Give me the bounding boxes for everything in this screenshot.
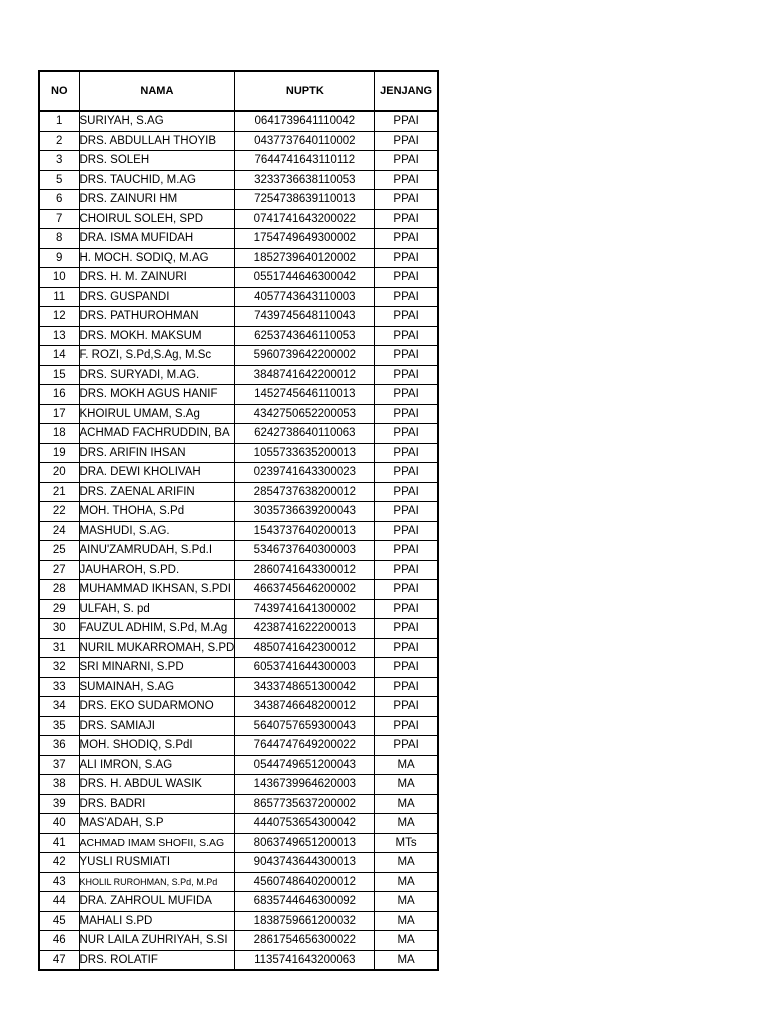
cell-nuptk: 4560748640200012 bbox=[235, 872, 375, 892]
cell-nuptk: 0544749651200043 bbox=[235, 755, 375, 775]
cell-no: 34 bbox=[39, 697, 79, 717]
cell-nama: ACHMAD FACHRUDDIN, BA bbox=[79, 424, 235, 444]
table-row bbox=[39, 950, 438, 970]
cell-jenjang: PPAI bbox=[375, 346, 438, 366]
cell-no: 46 bbox=[39, 931, 79, 951]
cell-jenjang: PPAI bbox=[375, 268, 438, 288]
cell-nuptk: 4663745646200002 bbox=[235, 580, 375, 600]
cell-nuptk: 1135741643200063 bbox=[235, 950, 375, 970]
cell-no: 11 bbox=[39, 287, 79, 307]
cell-jenjang: MTs bbox=[375, 833, 438, 853]
table-row bbox=[39, 385, 438, 405]
cell-nuptk: 0239741643300023 bbox=[235, 463, 375, 483]
cell-no: 41 bbox=[39, 833, 79, 853]
cell-jenjang: PPAI bbox=[375, 307, 438, 327]
table-row bbox=[39, 755, 438, 775]
cell-nama: JAUHAROH, S.PD. bbox=[79, 560, 235, 580]
cell-nuptk: 2854737638200012 bbox=[235, 482, 375, 502]
cell-nama: ALI IMRON, S.AG bbox=[79, 755, 235, 775]
cell-no: 15 bbox=[39, 365, 79, 385]
cell-nama: DRS. EKO SUDARMONO bbox=[79, 697, 235, 717]
cell-nuptk: 3438746648200012 bbox=[235, 697, 375, 717]
cell-jenjang: MA bbox=[375, 872, 438, 892]
cell-no: 20 bbox=[39, 463, 79, 483]
cell-jenjang: MA bbox=[375, 775, 438, 795]
cell-no: 30 bbox=[39, 619, 79, 639]
cell-nuptk: 3233736638110053 bbox=[235, 170, 375, 190]
cell-no: 3 bbox=[39, 151, 79, 171]
cell-no: 5 bbox=[39, 170, 79, 190]
cell-jenjang: PPAI bbox=[375, 131, 438, 151]
cell-nama: MAS'ADAH, S.P bbox=[79, 814, 235, 834]
cell-nama: DRS. ZAENAL ARIFIN bbox=[79, 482, 235, 502]
cell-no: 21 bbox=[39, 482, 79, 502]
cell-nuptk: 6242738640110063 bbox=[235, 424, 375, 444]
cell-nama: MAHALI S.PD bbox=[79, 911, 235, 931]
cell-nuptk: 1436739964620003 bbox=[235, 775, 375, 795]
cell-nuptk: 1754749649300002 bbox=[235, 229, 375, 249]
cell-no: 40 bbox=[39, 814, 79, 834]
header-no: NO bbox=[39, 71, 79, 111]
cell-jenjang: PPAI bbox=[375, 658, 438, 678]
cell-no: 44 bbox=[39, 892, 79, 912]
cell-jenjang: PPAI bbox=[375, 521, 438, 541]
table-row bbox=[39, 229, 438, 249]
table-row bbox=[39, 677, 438, 697]
table-row bbox=[39, 794, 438, 814]
cell-nama: DRA. ZAHROUL MUFIDA bbox=[79, 892, 235, 912]
table-row bbox=[39, 170, 438, 190]
cell-nama: AINU'ZAMRUDAH, S.Pd.I bbox=[79, 541, 235, 561]
cell-jenjang: PPAI bbox=[375, 599, 438, 619]
cell-no: 7 bbox=[39, 209, 79, 229]
cell-nama: MOH. SHODIQ, S.PdI bbox=[79, 736, 235, 756]
cell-jenjang: MA bbox=[375, 755, 438, 775]
cell-nama: NURIL MUKARROMAH, S.PD bbox=[79, 638, 235, 658]
table-row bbox=[39, 404, 438, 424]
cell-jenjang: PPAI bbox=[375, 111, 438, 131]
table-row bbox=[39, 131, 438, 151]
cell-nuptk: 4238741622200013 bbox=[235, 619, 375, 639]
cell-nama: DRS. MOKH. MAKSUM bbox=[79, 326, 235, 346]
cell-no: 24 bbox=[39, 521, 79, 541]
cell-jenjang: PPAI bbox=[375, 170, 438, 190]
cell-nuptk: 7439745648110043 bbox=[235, 307, 375, 327]
cell-nuptk: 3035736639200043 bbox=[235, 502, 375, 522]
table-row bbox=[39, 111, 438, 131]
cell-jenjang: PPAI bbox=[375, 560, 438, 580]
cell-no: 16 bbox=[39, 385, 79, 405]
cell-no: 27 bbox=[39, 560, 79, 580]
cell-jenjang: MA bbox=[375, 892, 438, 912]
cell-no: 42 bbox=[39, 853, 79, 873]
cell-jenjang: PPAI bbox=[375, 385, 438, 405]
cell-jenjang: MA bbox=[375, 853, 438, 873]
table-row bbox=[39, 736, 438, 756]
cell-nuptk: 5346737640300003 bbox=[235, 541, 375, 561]
table-row bbox=[39, 697, 438, 717]
cell-nama: KHOLIL RUROHMAN, S.Pd, M.Pd bbox=[79, 872, 235, 892]
cell-jenjang: PPAI bbox=[375, 580, 438, 600]
cell-nama: KHOIRUL UMAM, S.Ag bbox=[79, 404, 235, 424]
cell-nama: DRS. MOKH AGUS HANIF bbox=[79, 385, 235, 405]
cell-no: 6 bbox=[39, 190, 79, 210]
cell-nuptk: 9043743644300013 bbox=[235, 853, 375, 873]
table-row bbox=[39, 502, 438, 522]
cell-nama: SRI MINARNI, S.PD bbox=[79, 658, 235, 678]
cell-jenjang: MA bbox=[375, 814, 438, 834]
cell-no: 12 bbox=[39, 307, 79, 327]
cell-jenjang: PPAI bbox=[375, 482, 438, 502]
cell-no: 39 bbox=[39, 794, 79, 814]
cell-jenjang: PPAI bbox=[375, 463, 438, 483]
cell-no: 31 bbox=[39, 638, 79, 658]
cell-nama: DRS. SAMIAJI bbox=[79, 716, 235, 736]
cell-nuptk: 4057743643110003 bbox=[235, 287, 375, 307]
cell-no: 17 bbox=[39, 404, 79, 424]
cell-nuptk: 0437737640110002 bbox=[235, 131, 375, 151]
cell-nuptk: 1452745646110013 bbox=[235, 385, 375, 405]
cell-no: 35 bbox=[39, 716, 79, 736]
cell-jenjang: PPAI bbox=[375, 209, 438, 229]
cell-jenjang: PPAI bbox=[375, 716, 438, 736]
cell-nama: DRS. GUSPANDI bbox=[79, 287, 235, 307]
table-row bbox=[39, 599, 438, 619]
table-row bbox=[39, 463, 438, 483]
table-row bbox=[39, 814, 438, 834]
cell-nama: DRS. SOLEH bbox=[79, 151, 235, 171]
cell-nuptk: 0641739641110042 bbox=[235, 111, 375, 131]
table-row bbox=[39, 209, 438, 229]
cell-nuptk: 3848741642200012 bbox=[235, 365, 375, 385]
table-row bbox=[39, 833, 438, 853]
table-row bbox=[39, 248, 438, 268]
cell-nuptk: 3433748651300042 bbox=[235, 677, 375, 697]
header-jenjang: JENJANG bbox=[375, 71, 438, 111]
cell-no: 37 bbox=[39, 755, 79, 775]
table-row bbox=[39, 307, 438, 327]
cell-nuptk: 1838759661200032 bbox=[235, 911, 375, 931]
cell-no: 38 bbox=[39, 775, 79, 795]
table-row bbox=[39, 482, 438, 502]
cell-no: 22 bbox=[39, 502, 79, 522]
cell-nama: DRS. H. ABDUL WASIK bbox=[79, 775, 235, 795]
cell-nuptk: 0741741643200022 bbox=[235, 209, 375, 229]
table-row bbox=[39, 892, 438, 912]
cell-jenjang: PPAI bbox=[375, 736, 438, 756]
cell-nuptk: 4440753654300042 bbox=[235, 814, 375, 834]
cell-jenjang: PPAI bbox=[375, 424, 438, 444]
cell-nuptk: 2860741643300012 bbox=[235, 560, 375, 580]
cell-nama: DRA. ISMA MUFIDAH bbox=[79, 229, 235, 249]
cell-no: 1 bbox=[39, 111, 79, 131]
cell-nuptk: 6835744646300092 bbox=[235, 892, 375, 912]
cell-no: 29 bbox=[39, 599, 79, 619]
cell-jenjang: PPAI bbox=[375, 619, 438, 639]
cell-jenjang: PPAI bbox=[375, 190, 438, 210]
cell-no: 10 bbox=[39, 268, 79, 288]
table-row bbox=[39, 365, 438, 385]
table-row bbox=[39, 268, 438, 288]
cell-jenjang: PPAI bbox=[375, 638, 438, 658]
cell-jenjang: MA bbox=[375, 931, 438, 951]
cell-no: 8 bbox=[39, 229, 79, 249]
cell-nama: YUSLI RUSMIATI bbox=[79, 853, 235, 873]
cell-nama: F. ROZI, S.Pd,S.Ag, M.Sc bbox=[79, 346, 235, 366]
cell-jenjang: PPAI bbox=[375, 677, 438, 697]
table-row bbox=[39, 716, 438, 736]
cell-nuptk: 6253743646110053 bbox=[235, 326, 375, 346]
cell-no: 2 bbox=[39, 131, 79, 151]
table-row bbox=[39, 521, 438, 541]
cell-jenjang: PPAI bbox=[375, 326, 438, 346]
table-row bbox=[39, 424, 438, 444]
cell-nuptk: 1543737640200013 bbox=[235, 521, 375, 541]
cell-nama: DRS. PATHUROHMAN bbox=[79, 307, 235, 327]
table-row bbox=[39, 560, 438, 580]
cell-nuptk: 5960739642200002 bbox=[235, 346, 375, 366]
table-row bbox=[39, 619, 438, 639]
cell-no: 28 bbox=[39, 580, 79, 600]
cell-nuptk: 5640757659300043 bbox=[235, 716, 375, 736]
cell-nama: ULFAH, S. pd bbox=[79, 599, 235, 619]
table-row bbox=[39, 931, 438, 951]
cell-nama: DRS. ROLATIF bbox=[79, 950, 235, 970]
cell-nama: FAUZUL ADHIM, S.Pd, M.Ag bbox=[79, 619, 235, 639]
cell-no: 19 bbox=[39, 443, 79, 463]
cell-nuptk: 7254738639110013 bbox=[235, 190, 375, 210]
table-row bbox=[39, 658, 438, 678]
table-row bbox=[39, 911, 438, 931]
table-body bbox=[39, 111, 438, 970]
cell-no: 33 bbox=[39, 677, 79, 697]
cell-nama: DRA. DEWI KHOLIVAH bbox=[79, 463, 235, 483]
cell-nama: ACHMAD IMAM SHOFII, S.AG bbox=[79, 833, 235, 853]
cell-nama: DRS. ARIFIN IHSAN bbox=[79, 443, 235, 463]
teacher-roster-table bbox=[38, 70, 439, 971]
table-row bbox=[39, 872, 438, 892]
cell-jenjang: MA bbox=[375, 794, 438, 814]
cell-nuptk: 7439741641300002 bbox=[235, 599, 375, 619]
cell-nuptk: 4850741642300012 bbox=[235, 638, 375, 658]
cell-nama: MOH. THOHA, S.Pd bbox=[79, 502, 235, 522]
header-row bbox=[39, 71, 438, 111]
table-row bbox=[39, 443, 438, 463]
cell-nuptk: 7644741643110112 bbox=[235, 151, 375, 171]
cell-nama: MUHAMMAD IKHSAN, S.PDI bbox=[79, 580, 235, 600]
cell-nuptk: 6053741644300003 bbox=[235, 658, 375, 678]
cell-nuptk: 8063749651200013 bbox=[235, 833, 375, 853]
table-row bbox=[39, 346, 438, 366]
cell-nuptk: 1852739640120002 bbox=[235, 248, 375, 268]
table-row bbox=[39, 151, 438, 171]
cell-jenjang: PPAI bbox=[375, 151, 438, 171]
table-row bbox=[39, 638, 438, 658]
cell-jenjang: MA bbox=[375, 911, 438, 931]
header-nuptk: NUPTK bbox=[235, 71, 375, 111]
cell-nuptk: 4342750652200053 bbox=[235, 404, 375, 424]
table-row bbox=[39, 580, 438, 600]
cell-jenjang: PPAI bbox=[375, 287, 438, 307]
table-header bbox=[39, 71, 438, 111]
header-nama: NAMA bbox=[79, 71, 235, 111]
cell-nama: SURIYAH, S.AG bbox=[79, 111, 235, 131]
cell-no: 47 bbox=[39, 950, 79, 970]
cell-nama: DRS. H. M. ZAINURI bbox=[79, 268, 235, 288]
table-row bbox=[39, 287, 438, 307]
cell-nama: SUMAINAH, S.AG bbox=[79, 677, 235, 697]
cell-jenjang: PPAI bbox=[375, 365, 438, 385]
cell-nama: NUR LAILA ZUHRIYAH, S.SI bbox=[79, 931, 235, 951]
cell-nama: DRS. ZAINURI HM bbox=[79, 190, 235, 210]
cell-nama: MASHUDI, S.AG. bbox=[79, 521, 235, 541]
cell-nuptk: 0551744646300042 bbox=[235, 268, 375, 288]
cell-nama: DRS. TAUCHID, M.AG bbox=[79, 170, 235, 190]
cell-jenjang: PPAI bbox=[375, 248, 438, 268]
cell-no: 14 bbox=[39, 346, 79, 366]
cell-nuptk: 8657735637200002 bbox=[235, 794, 375, 814]
cell-jenjang: PPAI bbox=[375, 697, 438, 717]
cell-no: 36 bbox=[39, 736, 79, 756]
cell-no: 32 bbox=[39, 658, 79, 678]
cell-nama: DRS. ABDULLAH THOYIB bbox=[79, 131, 235, 151]
table-row bbox=[39, 775, 438, 795]
table-row bbox=[39, 326, 438, 346]
cell-nama: H. MOCH. SODIQ, M.AG bbox=[79, 248, 235, 268]
cell-nuptk: 2861754656300022 bbox=[235, 931, 375, 951]
cell-no: 43 bbox=[39, 872, 79, 892]
cell-nama: DRS. BADRI bbox=[79, 794, 235, 814]
cell-nama: CHOIRUL SOLEH, SPD bbox=[79, 209, 235, 229]
cell-jenjang: PPAI bbox=[375, 541, 438, 561]
cell-nuptk: 1055733635200013 bbox=[235, 443, 375, 463]
cell-jenjang: PPAI bbox=[375, 404, 438, 424]
cell-jenjang: PPAI bbox=[375, 502, 438, 522]
cell-no: 45 bbox=[39, 911, 79, 931]
table-row bbox=[39, 190, 438, 210]
cell-no: 25 bbox=[39, 541, 79, 561]
cell-jenjang: PPAI bbox=[375, 229, 438, 249]
cell-no: 9 bbox=[39, 248, 79, 268]
cell-jenjang: MA bbox=[375, 950, 438, 970]
cell-jenjang: PPAI bbox=[375, 443, 438, 463]
cell-no: 18 bbox=[39, 424, 79, 444]
table-row bbox=[39, 853, 438, 873]
cell-no: 13 bbox=[39, 326, 79, 346]
cell-nama: DRS. SURYADI, M.AG. bbox=[79, 365, 235, 385]
cell-nuptk: 7644747649200022 bbox=[235, 736, 375, 756]
table-row bbox=[39, 541, 438, 561]
